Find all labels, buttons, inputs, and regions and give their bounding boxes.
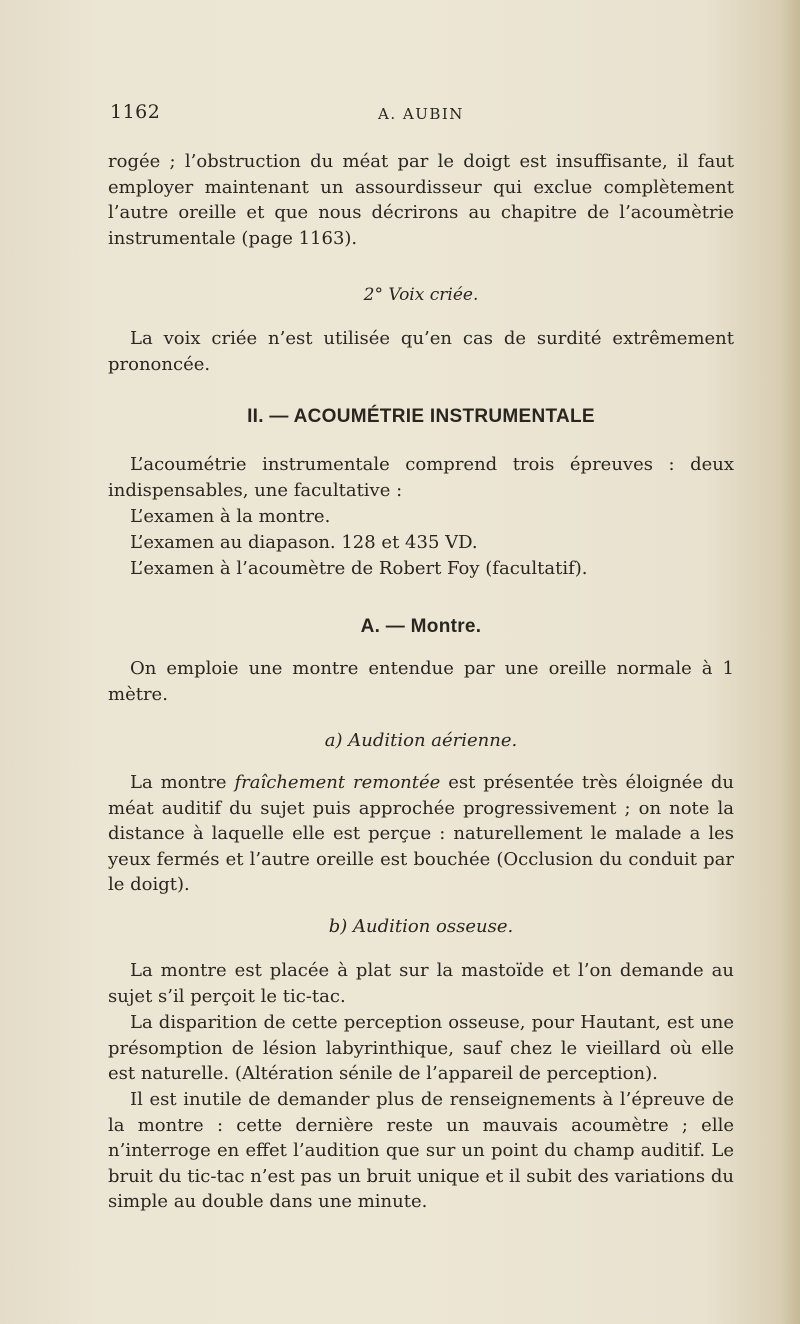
list-item-diapason: L’examen au diapason. 128 et 435 VD.	[130, 532, 478, 553]
paragraph-obstruction: rogée ; l’obstruction du méat par le doigt est insuffisante, il faut employer maintenant un assourdisseur qui exclue complètement l’autre oreille et que nous décrirons au chapitre de l’acoumètrie instrumentale (page 1163).	[108, 151, 734, 249]
paragraph-montre: On emploie une montre entendue par une oreille normale à 1 mètre.	[108, 658, 734, 705]
paragraph-audition-aerienne	[108, 770, 734, 898]
paragraph-epreuves: L’acoumétrie instrumentale comprend trois épreuves : deux indispensables, une facultative :	[108, 454, 734, 501]
heading-acoumetrie-instrumentale: II. — ACOUMÉTRIE INSTRUMENTALE	[247, 406, 595, 427]
paragraph-disparition: La disparition de cette perception osseuse, pour Hautant, est une présomption de lésion labyrinthique, sauf chez le vieillard où elle est naturelle. (Altération sénile de l’appareil de perception).	[108, 1012, 734, 1085]
heading-voix-criee: 2° Voix criée.	[363, 285, 479, 305]
paragraph-audition-osseuse: La montre est placée à plat sur la mastoïde et l’on demande au sujet s’il perçoit le tic-tac.	[108, 960, 734, 1007]
emphasis-fraichement-remontee: fraîchement remontée	[234, 772, 441, 793]
heading-audition-aerienne: a) Audition aérienne.	[324, 730, 518, 751]
paragraph-voix-criee: La voix criée n’est utilisée qu’en cas de surdité extrêmement prononcée.	[108, 328, 734, 375]
page-edge-shadow	[782, 0, 800, 1324]
paragraph-inutile: Il est inutile de demander plus de renseignements à l’épreuve de la montre : cette dernière reste un mauvais acoumètre ; elle n’interroge en effet l’audition que sur un point du champ auditif. Le bruit du tic-tac n’est pas un bruit unique et il subit des variations du simple au double dans une minute.	[108, 1089, 734, 1213]
heading-montre: A. — Montre.	[360, 616, 482, 637]
page-header	[110, 101, 734, 131]
heading-audition-osseuse: b) Audition osseuse.	[328, 916, 514, 937]
page-number: 1162	[110, 101, 161, 123]
list-item-montre: L’examen à la montre.	[130, 506, 331, 527]
paragraph-audition-aerienne-start: La montre	[130, 772, 235, 793]
paragraph-audition-aerienne-rest: est présentée très éloignée du méat auditif du sujet puis approchée progressivement ; on note la distance à laquelle elle est perçue : naturellement le malade a les yeux fermés et l’autre oreille est bouchée (Occlusion du conduit par le doigt).	[108, 772, 734, 896]
list-item-acoumetre: L’examen à l’acoumètre de Robert Foy (facultatif).	[130, 558, 588, 579]
running-head: A. AUBIN	[378, 105, 464, 123]
